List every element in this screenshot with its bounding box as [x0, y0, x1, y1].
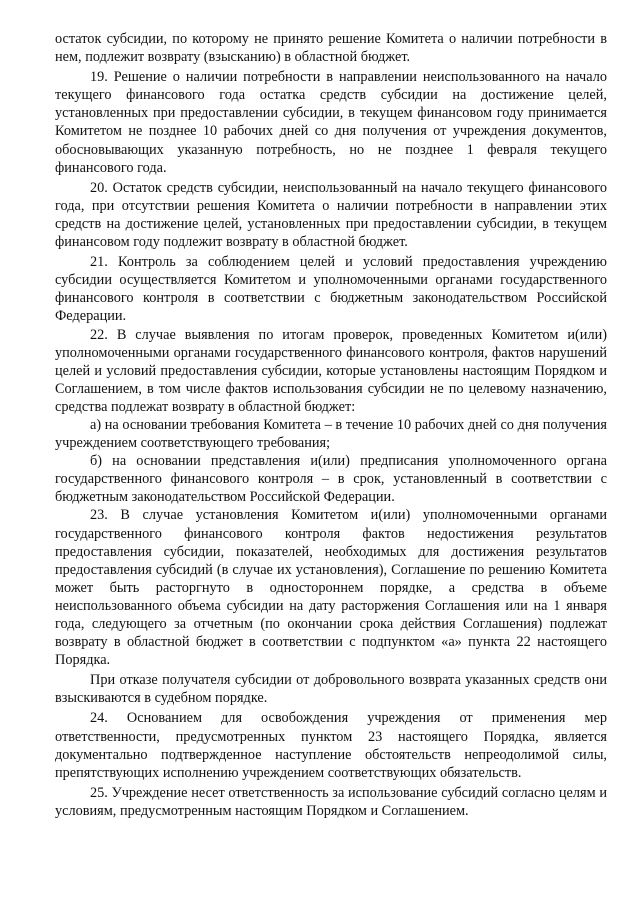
paragraph-20: 20. Остаток средств субсидии, неиспользованный на начало текущего финансового года, при отсутствии решения Комитета о наличии потребности в направлении этих средств на достижение целей, установленных при предоставлении субсидии, в текущем финансовом году подлежит возврату в областной бюджет. — [55, 179, 607, 251]
paragraph-23: 23. В случае установления Комитетом и(или) уполномоченными органами государственного финансового контроля фактов недостижения результатов предоставления субсидии, показателей, необходимых для достижения результатов предоставления субсидий (в случае их установления), Соглашение по решению Комитета может быть расторгнуто в одностороннем порядке, а средства в объеме неиспользованного объема субсидии на дату расторжения Соглашения или на 1 января года, следующего за отчетным (по окончании срока действия Соглашения) подлежат возврату в областной бюджет в соответствии с подпунктом «а» пункта 22 настоящего Порядка. — [55, 507, 607, 669]
paragraph-23-refusal: При отказе получателя субсидии от добровольного возврата указанных средств они взыскиваются в судебном порядке. — [55, 672, 607, 707]
paragraph-25: 25. Учреждение несет ответственность за использование субсидий согласно целям и условиям, предусмотренным настоящим Порядком и Соглашением. — [55, 784, 607, 819]
paragraph-21: 21. Контроль за соблюдением целей и условий предоставления учреждению субсидии осуществляется Комитетом и уполномоченными органами государственного финансового контроля в соответствии с бюджетным законодательством Российской Федерации. — [55, 254, 607, 325]
paragraph-22-b: б) на основании представления и(или) предписания уполномоченного органа государственного финансового контроля – в срок, установленный в соответствии с бюджетным законодательством Российской Федерации. — [55, 453, 607, 506]
paragraph-24: 24. Основанием для освобождения учреждения от применения мер ответственности, предусмотренных пунктом 23 настоящего Порядка, является документально подтвержденное наступление обстоятельств непреодолимой силы, препятствующих исполнению учреждением соответствующих обязательств. — [55, 710, 607, 781]
paragraph-continuation: остаток субсидии, по которому не принято решение Комитета о наличии потребности в нем, подлежит возврату (взысканию) в областной бюджет. — [55, 31, 607, 66]
document-body — [55, 30, 607, 820]
paragraph-19: 19. Решение о наличии потребности в направлении неиспользованного на начало текущего финансового года остатка средств субсидии на достижение целей, установленных при предоставлении субсидии, в текущем финансовом году принимается Комитетом не позднее 10 рабочих дней со дня получения от учреждения документов, обосновывающих указанную потребность, но не позднее 1 февраля текущего финансового года. — [55, 69, 607, 176]
paragraph-22-a: а) на основании требования Комитета – в течение 10 рабочих дней со дня получения учреждением соответствующего требования; — [55, 416, 607, 452]
paragraph-22: 22. В случае выявления по итогам проверок, проведенных Комитетом и(или) уполномоченными органами государственного финансового контроля, фактов нарушений целей и условий предоставления субсидии, которые установлены настоящим Порядком и Соглашением, в том числе фактов использования субсидии не по целевому назначению, средства подлежат возврату в областной бюджет: — [55, 326, 607, 415]
